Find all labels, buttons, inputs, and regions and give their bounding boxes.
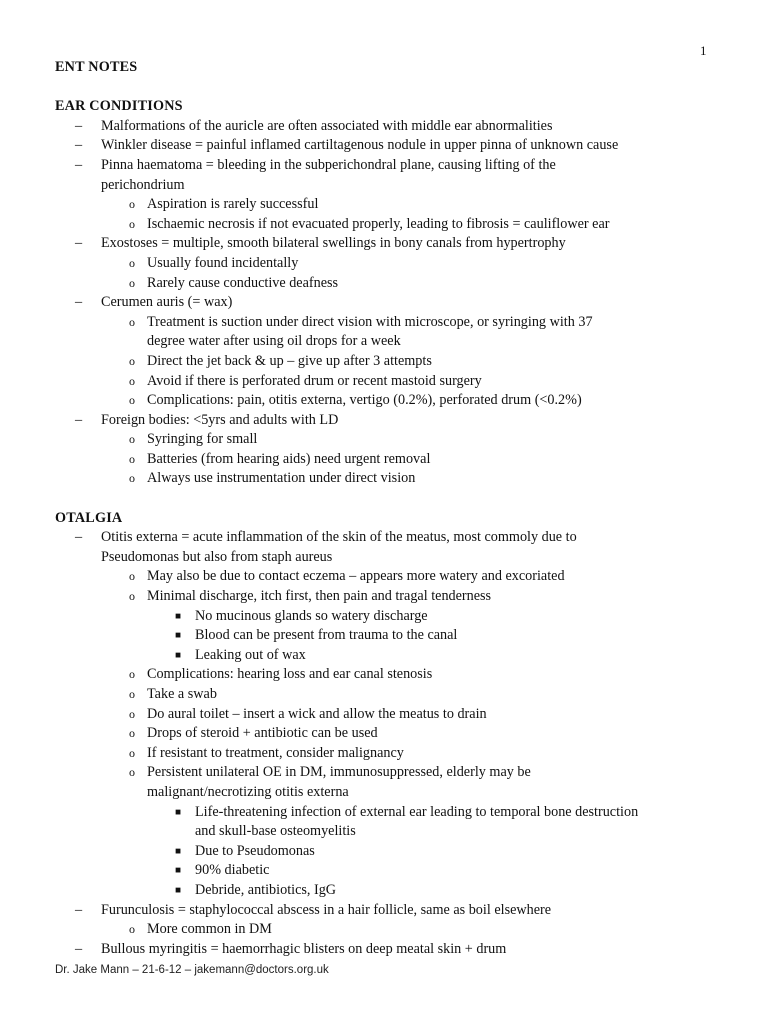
circle-bullet-icon: o — [129, 922, 135, 937]
circle-bullet-icon: o — [129, 275, 135, 290]
list-item-text: Usually found incidentally — [147, 254, 299, 271]
page-number: 1 — [700, 43, 707, 58]
list-item — [55, 293, 725, 313]
list-item — [55, 587, 725, 607]
list-item-text: 90% diabetic — [195, 862, 270, 879]
list-item-text: Bullous myringitis = haemorrhagic blisters on deep meatal skin + drum — [101, 940, 507, 957]
list-item — [55, 822, 725, 842]
list-item-text: Direct the jet back & up – give up after 3 attempts — [147, 352, 432, 369]
list-item-text: Pinna haematoma = bleeding in the subperichondral plane, causing lifting of the — [101, 156, 556, 173]
dash-bullet-icon: – — [75, 117, 83, 134]
dash-bullet-icon: – — [75, 901, 83, 918]
list-item — [55, 724, 725, 744]
square-bullet-icon: ■ — [175, 630, 182, 642]
square-bullet-icon: ■ — [175, 884, 182, 896]
circle-bullet-icon: o — [129, 687, 135, 701]
list-item-text: Malformations of the auricle are often associated with middle ear abnormalities — [101, 117, 553, 134]
circle-bullet-icon: o — [129, 471, 135, 486]
list-item-text: perichondrium — [101, 176, 185, 193]
circle-bullet-icon: o — [129, 197, 135, 212]
list-item — [55, 411, 725, 431]
list-item — [55, 548, 725, 568]
circle-bullet-icon: o — [129, 451, 135, 466]
list-item — [55, 763, 725, 783]
list-item-text: Otitis externa = acute inflammation of the skin of the meatus, most commoly due to — [101, 529, 577, 546]
list-item — [55, 646, 725, 666]
list-item — [55, 215, 725, 235]
dash-bullet-icon: – — [75, 137, 83, 154]
circle-bullet-icon: o — [129, 373, 135, 388]
list-item-text: Take a swab — [147, 686, 217, 702]
list-item — [55, 156, 725, 176]
dash-bullet-icon: – — [75, 156, 83, 173]
sections — [55, 97, 725, 959]
list-item-text: Cerumen auris (= wax) — [101, 294, 233, 311]
list-item — [55, 430, 725, 450]
list-item — [55, 274, 725, 294]
dash-bullet-icon: – — [75, 411, 83, 428]
circle-bullet-icon: o — [129, 667, 135, 682]
list-item-text: and skull-base osteomyelitis — [195, 823, 356, 840]
list-item-text: Persistent unilateral OE in DM, immunosuppressed, elderly may be — [147, 764, 531, 781]
square-bullet-icon: ■ — [175, 865, 182, 877]
list-item — [55, 332, 725, 352]
spacer — [55, 78, 725, 98]
list-item — [55, 685, 725, 705]
dash-bullet-icon: – — [75, 235, 83, 252]
list-item-text: Ischaemic necrosis if not evacuated properly, leading to fibrosis = cauliflower ear — [147, 215, 610, 232]
list-item — [55, 940, 725, 960]
list-item-text: Leaking out of wax — [195, 646, 306, 663]
list-item — [55, 901, 725, 921]
list-item — [55, 803, 725, 823]
list-item — [55, 744, 725, 764]
list-item-text: Avoid if there is perforated drum or recent mastoid surgery — [147, 372, 482, 389]
circle-bullet-icon: o — [129, 216, 135, 231]
list-item-text: Minimal discharge, itch first, then pain and tragal tenderness — [147, 588, 492, 605]
square-bullet-icon: ■ — [175, 649, 182, 661]
list-item — [55, 861, 725, 881]
list-item — [55, 450, 725, 470]
circle-bullet-icon: o — [129, 745, 135, 760]
list-item-text: Life-threatening infection of external ear leading to temporal bone destruction — [195, 803, 639, 820]
dash-bullet-icon: – — [75, 940, 83, 957]
section-heading: EAR CONDITIONS — [55, 98, 183, 115]
list-item-text: If resistant to treatment, consider malignancy — [147, 744, 404, 761]
square-bullet-icon: ■ — [175, 845, 182, 857]
list-item-text: Debride, antibiotics, IgG — [195, 881, 337, 898]
list-item — [55, 195, 725, 215]
list-item-text: Furunculosis = staphylococcal abscess in a hair follicle, same as boil elsewhere — [101, 901, 552, 918]
list-item-text: May also be due to contact eczema – appears more watery and excoriated — [147, 568, 565, 585]
list-item — [55, 920, 725, 940]
list-item — [55, 313, 725, 333]
list-item — [55, 665, 725, 685]
dash-bullet-icon: – — [75, 294, 83, 311]
spacer — [55, 489, 725, 509]
list-item-text: Do aural toilet – insert a wick and allow the meatus to drain — [147, 705, 487, 722]
list-item-text: Aspiration is rarely successful — [147, 196, 319, 213]
list-item — [55, 391, 725, 411]
circle-bullet-icon: o — [129, 589, 135, 604]
circle-bullet-icon: o — [129, 726, 135, 741]
list-item-text: Batteries (from hearing aids) need urgent removal — [147, 450, 431, 467]
list-item-text: Foreign bodies: <5yrs and adults with LD — [101, 411, 339, 428]
square-bullet-icon: ■ — [175, 806, 182, 818]
circle-bullet-icon: o — [129, 255, 135, 270]
list-item-text: Syringing for small — [147, 431, 258, 448]
section-heading: OTALGIA — [55, 509, 123, 526]
page-footer: Dr. Jake Mann – 21-6-12 – jakemann@doctors.org.uk — [55, 964, 329, 976]
list-item — [55, 626, 725, 646]
list-item-text: degree water after using oil drops for a week — [147, 333, 401, 350]
list-item — [55, 117, 725, 137]
square-bullet-icon: ■ — [175, 610, 182, 622]
document-title: ENT NOTES — [55, 59, 138, 75]
list-item — [55, 176, 725, 196]
document-body — [55, 58, 725, 959]
list-item-text: Drops of steroid + antibiotic can be used — [147, 725, 378, 742]
list-item-text: No mucinous glands so watery discharge — [195, 607, 428, 624]
list-item-text: Blood can be present from trauma to the canal — [195, 627, 458, 644]
list-item — [55, 705, 725, 725]
list-item — [55, 528, 725, 548]
list-item-text: Due to Pseudomonas — [195, 842, 315, 859]
circle-bullet-icon: o — [129, 353, 135, 368]
list-item — [55, 372, 725, 392]
list-item-text: Winkler disease = painful inflamed cartiltagenous nodule in upper pinna of unknown cause — [101, 137, 619, 154]
circle-bullet-icon: o — [129, 569, 135, 584]
circle-bullet-icon: o — [129, 432, 135, 447]
list-item — [55, 234, 725, 254]
list-item — [55, 567, 725, 587]
list-item-text: malignant/necrotizing otitis externa — [147, 783, 349, 800]
list-item-text: Complications: hearing loss and ear canal stenosis — [147, 666, 433, 683]
list-item — [55, 352, 725, 372]
list-item — [55, 842, 725, 862]
list-item — [55, 469, 725, 489]
dash-bullet-icon: – — [75, 529, 83, 546]
circle-bullet-icon: o — [129, 765, 135, 780]
circle-bullet-icon: o — [129, 393, 135, 408]
list-item-text: Treatment is suction under direct vision with microscope, or syringing with 37 — [147, 313, 593, 330]
list-item-text: More common in DM — [147, 921, 272, 938]
list-item — [55, 136, 725, 156]
list-item-text: Always use instrumentation under direct vision — [147, 470, 416, 487]
list-item — [55, 607, 725, 627]
list-item — [55, 254, 725, 274]
list-item — [55, 783, 725, 803]
list-item-text: Complications: pain, otitis externa, vertigo (0.2%), perforated drum (<0.2%) — [147, 392, 582, 409]
list-item-text: Pseudomonas but also from staph aureus — [101, 548, 333, 565]
circle-bullet-icon: o — [129, 706, 135, 721]
list-item-text: Exostoses = multiple, smooth bilateral swellings in bony canals from hypertrophy — [101, 235, 566, 252]
circle-bullet-icon: o — [129, 314, 135, 329]
list-item — [55, 881, 725, 901]
list-item-text: Rarely cause conductive deafness — [147, 274, 339, 291]
